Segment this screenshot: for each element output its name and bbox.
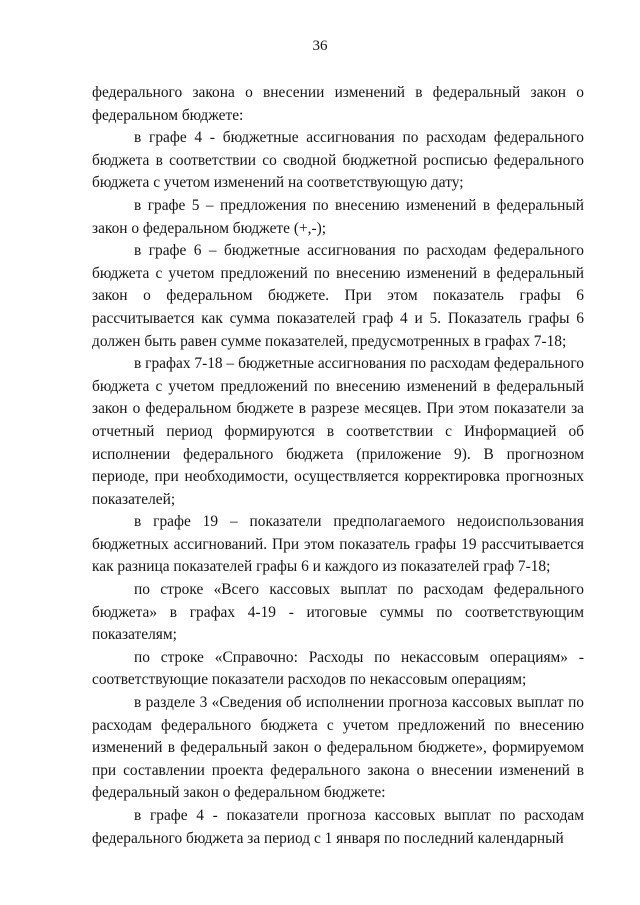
paragraph-section-3-column-4: в графе 4 - показатели прогноза кассовых выплат по расходам федерального бюджета за период с 1 января по последний календарный [92, 807, 584, 847]
document-body [92, 82, 584, 850]
page-number: 36 [312, 38, 328, 54]
paragraph-column-19: в графе 19 – показатели предполагаемого недоиспользования бюджетных ассигнований. При этом показатель графы 19 рассчитывается как разница показателей графы 6 и каждого из показателей граф 7-18; [92, 513, 584, 576]
paragraph-continuation: федерального закона о внесении изменений в федеральный закон о федеральном бюджете: [92, 84, 584, 124]
paragraph-reference-row: по строке «Справочно: Расходы по некассовым операциям» - соответствующие показатели расходов по некассовым операциям; [92, 648, 584, 689]
paragraph-section-3: в разделе 3 «Сведения об исполнении прогноза кассовых выплат по расходам федерального бюджета с учетом предложений по внесению изменений в федеральный закон о федеральном бюджете», формируемом при составлении проекта федерального закона о внесении изменений в федеральный закон о федеральном бюджете: [92, 694, 584, 802]
paragraph-column-4: в графе 4 - бюджетные ассигнования по расходам федерального бюджета в соответствии со сводной бюджетной росписью федерального бюджета с учетом изменений на соответствующую дату; [92, 129, 584, 192]
paragraph-column-5: в графе 5 – предложения по внесению изменений в федеральный закон о федеральном бюджете (+,-); [92, 196, 584, 237]
paragraph-total-row: по строке «Всего кассовых выплат по расходам федерального бюджета» в графах 4-19 - итоговые суммы по соответствующим показателям; [92, 581, 584, 644]
paragraph-columns-7-18: в графах 7-18 – бюджетные ассигнования по расходам федерального бюджета с учетом предложений по внесению изменений в федеральный закон о федеральном бюджете в разрезе месяцев. При этом показатели за отчетный период формируются в соответствии с Информацией об исполнении федерального бюджета (приложение 9). В прогнозном периоде, при необходимости, осуществляется корректировка прогнозных показателей; [92, 355, 584, 508]
paragraph-column-6: в графе 6 – бюджетные ассигнования по расходам федерального бюджета с учетом предложений по внесению изменений в федеральный закон о федеральном бюджете. При этом показатель графы 6 рассчитывается как сумма показателей граф 4 и 5. Показатель графы 6 должен быть равен сумме показателей, предусмотренных в графах 7-18; [92, 242, 584, 350]
